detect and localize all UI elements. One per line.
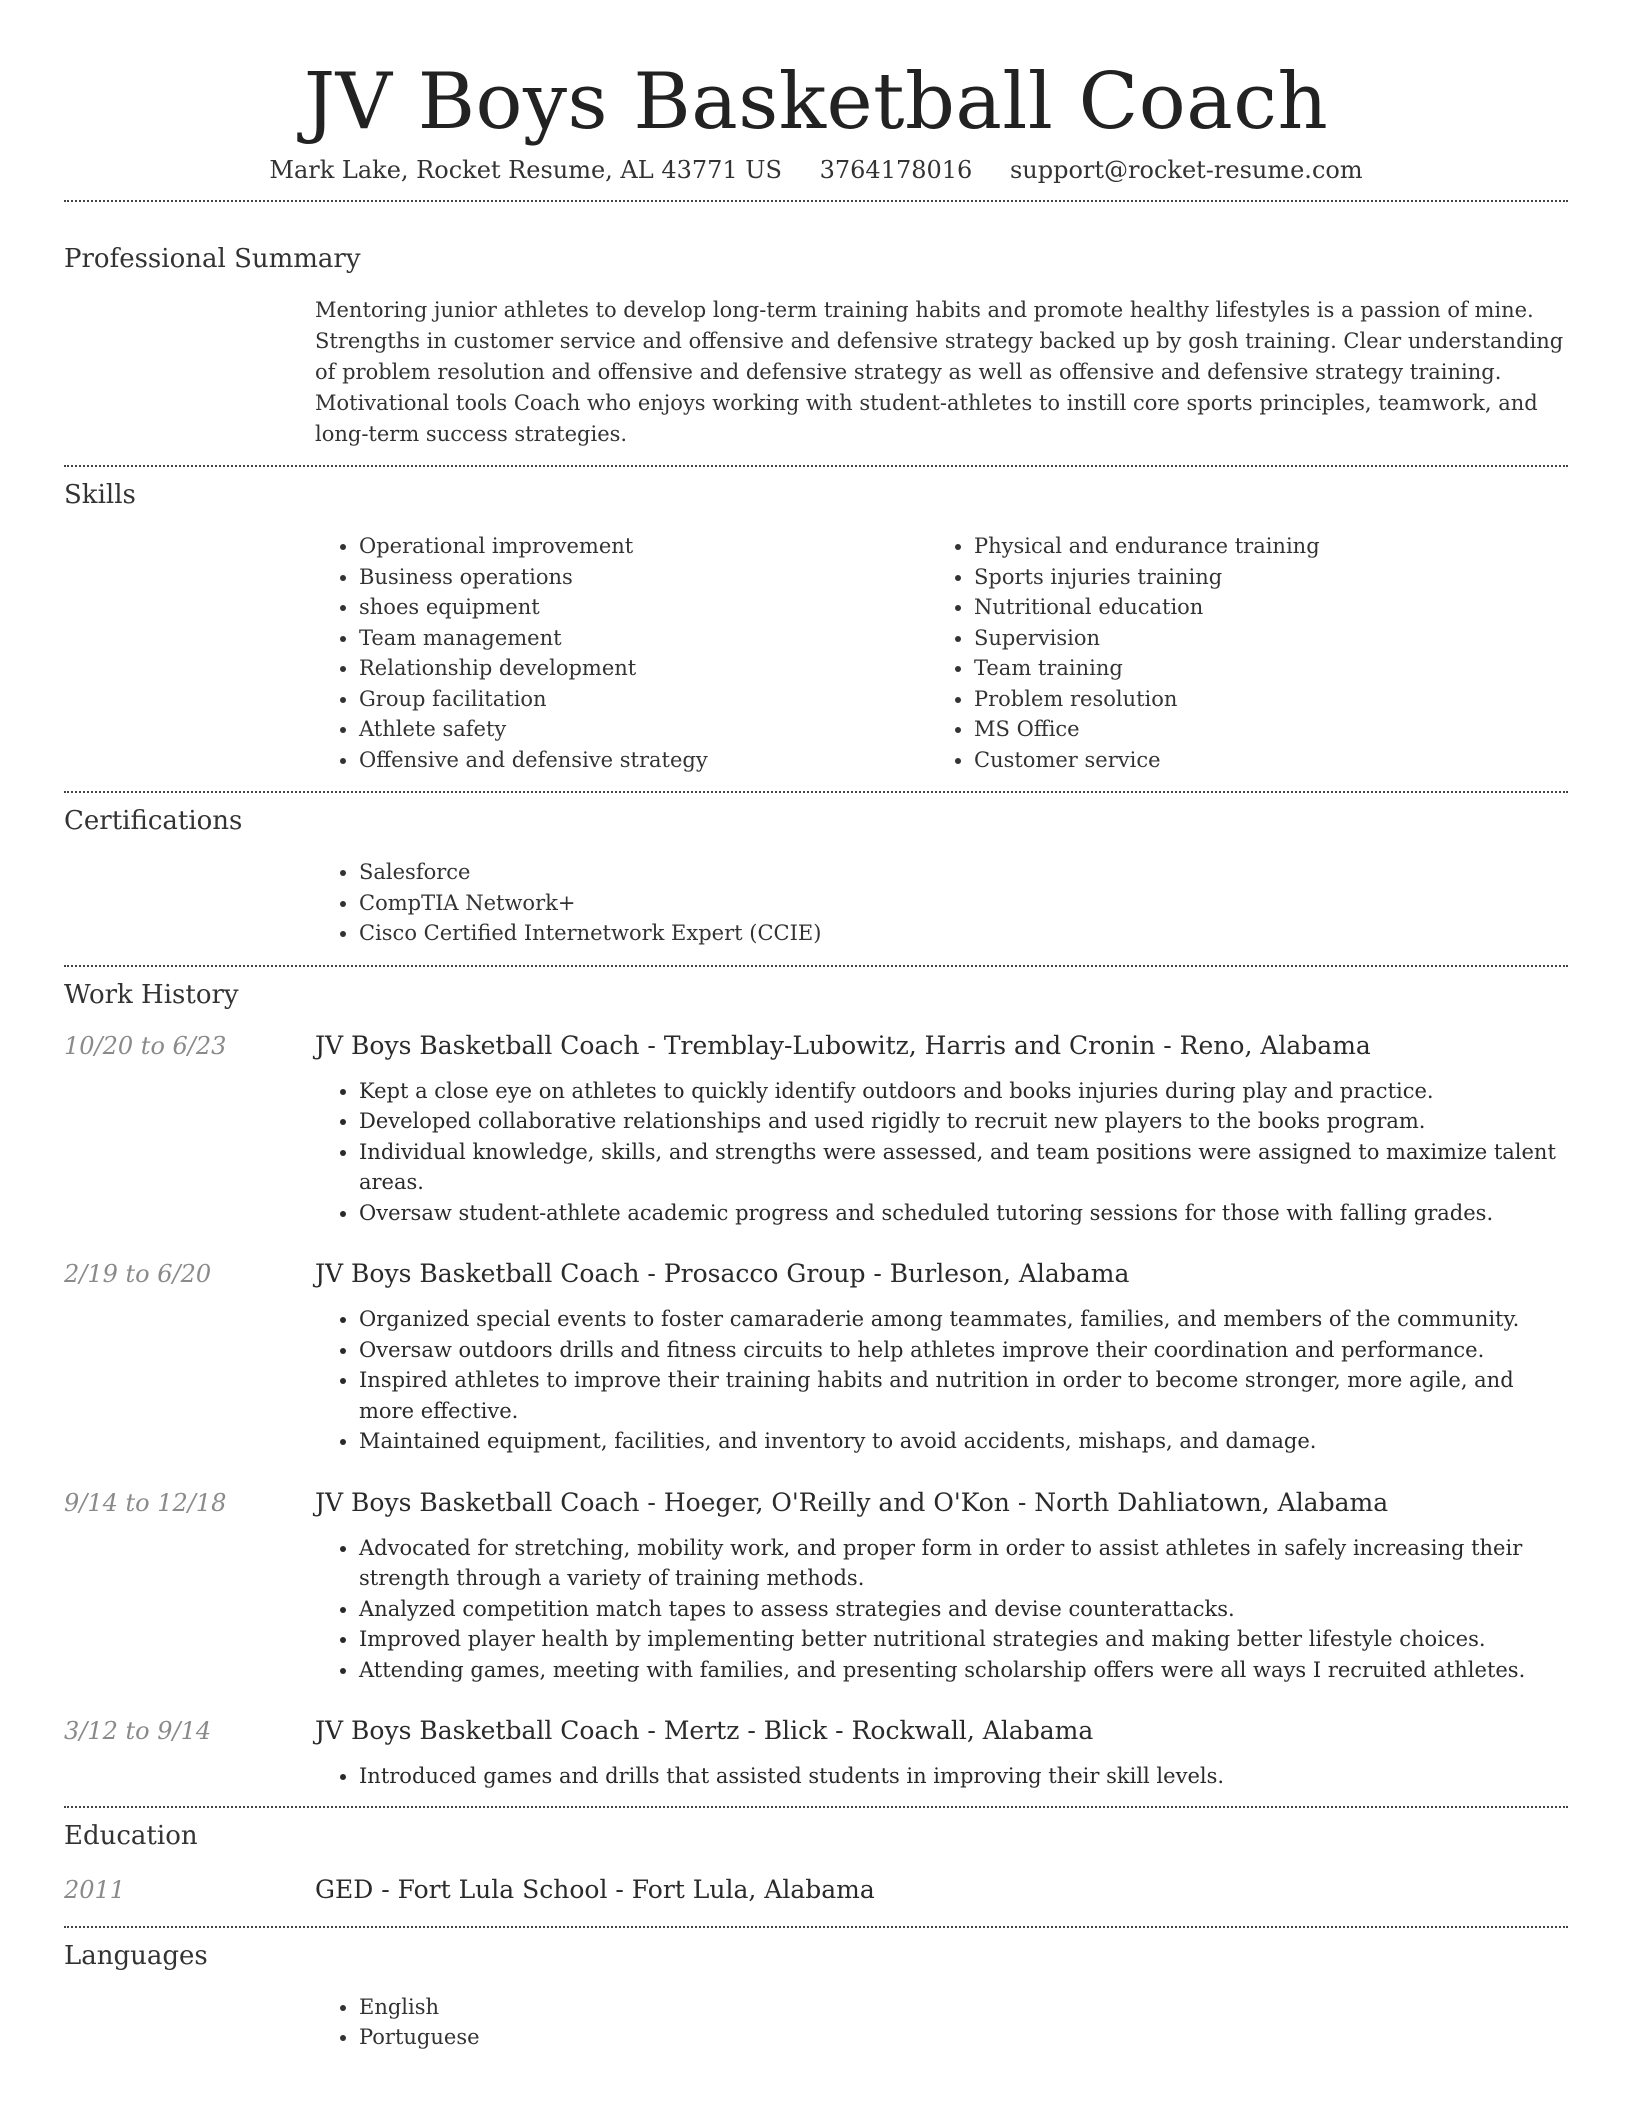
job-bullet: • Individual knowledge, skills, and strengths were assessed, and team positions were assigned to maximize talent areas. [359, 1137, 1568, 1198]
skill-item: • MS Office [974, 714, 1545, 745]
job-bullet: • Oversaw student-athlete academic progress and scheduled tutoring sessions for those with falling grades. [359, 1198, 1568, 1229]
job-bullet: • Advocated for stretching, mobility work, and proper form in order to assist athletes in safely increasing their strength through a variety of training methods. [359, 1533, 1568, 1594]
skill-item: • Customer service [974, 745, 1545, 776]
certification-item: • CompTIA Network+ [359, 888, 1568, 919]
job-entry [64, 1030, 1568, 1229]
job-date: 2/19 to 6/20 [64, 1260, 212, 1288]
summary-section [64, 202, 1568, 465]
certifications-section [64, 793, 1568, 965]
education-section [64, 1808, 1568, 1926]
job-bullet: • Introduced games and drills that assisted students in improving their skill levels. [359, 1761, 1568, 1792]
skill-item: • Team management [359, 623, 930, 654]
contact-line [64, 152, 1568, 200]
certification-item: • Salesforce [359, 857, 1568, 888]
skill-item: • Operational improvement [359, 531, 930, 562]
job-bullet: • Maintained equipment, facilities, and inventory to avoid accidents, mishaps, and damage. [359, 1426, 1568, 1457]
skills-list [315, 531, 1568, 791]
job-bullet: • Organized special events to foster camaraderie among teammates, families, and members of the community. [359, 1304, 1568, 1335]
job-bullet: • Attending games, meeting with families, and presenting scholarship offers were all ways I recruited athletes. [359, 1655, 1568, 1686]
job-bullet: • Oversaw outdoors drills and fitness circuits to help athletes improve their coordination and performance. [359, 1335, 1568, 1366]
skills-title: Skills [64, 480, 136, 510]
languages-section [64, 1928, 1568, 2053]
skills-left-column [315, 531, 930, 775]
certifications-list [315, 857, 1568, 965]
certifications-title: Certifications [64, 806, 243, 836]
language-item: • Portuguese [359, 2022, 1568, 2053]
skill-item: • Problem resolution [974, 684, 1545, 715]
job-date: 3/12 to 9/14 [64, 1717, 212, 1745]
job-date: 9/14 to 12/18 [64, 1488, 227, 1517]
job-bullets [315, 1761, 1568, 1792]
job-date: 10/20 to 6/23 [64, 1031, 227, 1060]
job-title: JV Boys Basketball Coach - Mertz - Blick - Rockwall, Alabama [315, 1716, 1094, 1745]
job-entry [64, 1258, 1568, 1457]
job-title: JV Boys Basketball Coach - Hoeger, O'Reilly and O'Kon - North Dahliatown, Alabama [315, 1487, 1389, 1517]
job-bullet: • Inspired athletes to improve their training habits and nutrition in order to become stronger, more agile, and more effective. [359, 1365, 1568, 1426]
skill-item: • Team training [974, 653, 1545, 684]
skill-item: • Group facilitation [359, 684, 930, 715]
skills-section [64, 467, 1568, 791]
job-bullets [315, 1533, 1568, 1686]
languages-list [315, 1992, 1568, 2053]
summary-text: Mentoring junior athletes to develop long-term training habits and promote healthy lifestyles is a passion of mine. Strengths in customer service and offensive and defensive strategy backed up by gosh training. Clear understanding of problem resolution and offensive and defensive strategy as well as offensive and defensive strategy training. Motivational tools Coach who enjoys working with student-athletes to instill core sports principles, teamwork, and long-term success strategies. [315, 298, 1564, 446]
work-section [64, 967, 1568, 1806]
skill-item: • Offensive and defensive strategy [359, 745, 930, 776]
education-entry [64, 1874, 1568, 1926]
job-entry [64, 1487, 1568, 1686]
job-bullet: • Analyzed competition match tapes to assess strategies and devise counterattacks. [359, 1594, 1568, 1625]
education-date: 2011 [64, 1875, 126, 1904]
skill-item: • Relationship development [359, 653, 930, 684]
job-bullet: • Developed collaborative relationships and used rigidly to recruit new players to the books program. [359, 1106, 1568, 1137]
contact-phone: 3764178016 [819, 156, 973, 184]
languages-title: Languages [64, 1940, 208, 1971]
skill-item: • shoes equipment [359, 592, 930, 623]
skill-item: • Sports injuries training [974, 562, 1545, 593]
job-title: JV Boys Basketball Coach - Tremblay-Lubowitz, Harris and Cronin - Reno, Alabama [315, 1030, 1371, 1060]
job-entry [64, 1715, 1568, 1806]
resume-name: JV Boys Basketball Coach [303, 57, 1329, 147]
skill-item: • Physical and endurance training [974, 531, 1545, 562]
skill-item: • Nutritional education [974, 592, 1545, 623]
job-bullet: • Improved player health by implementing better nutritional strategies and making better lifestyle choices. [359, 1624, 1568, 1655]
job-bullets [315, 1304, 1568, 1457]
language-item: • English [359, 1992, 1568, 2023]
skills-right-column [930, 531, 1545, 775]
job-bullets [315, 1076, 1568, 1229]
skill-item: • Business operations [359, 562, 930, 593]
contact-email[interactable]: support@rocket-resume.com [1009, 156, 1363, 184]
skill-item: • Athlete safety [359, 714, 930, 745]
job-bullet: • Kept a close eye on athletes to quickly identify outdoors and books injuries during play and practice. [359, 1076, 1568, 1107]
certification-item: • Cisco Certified Internetwork Expert (CCIE) [359, 918, 1568, 949]
work-title: Work History [64, 979, 239, 1010]
skill-item: • Supervision [974, 623, 1545, 654]
job-title: JV Boys Basketball Coach - Prosacco Group - Burleson, Alabama [315, 1259, 1130, 1288]
education-title: Education [64, 1820, 198, 1851]
summary-title: Professional Summary [64, 244, 361, 274]
contact-address: Mark Lake, Rocket Resume, AL 43771 US [269, 156, 782, 184]
education-degree: GED - Fort Lula School - Fort Lula, Alabama [315, 1874, 875, 1904]
